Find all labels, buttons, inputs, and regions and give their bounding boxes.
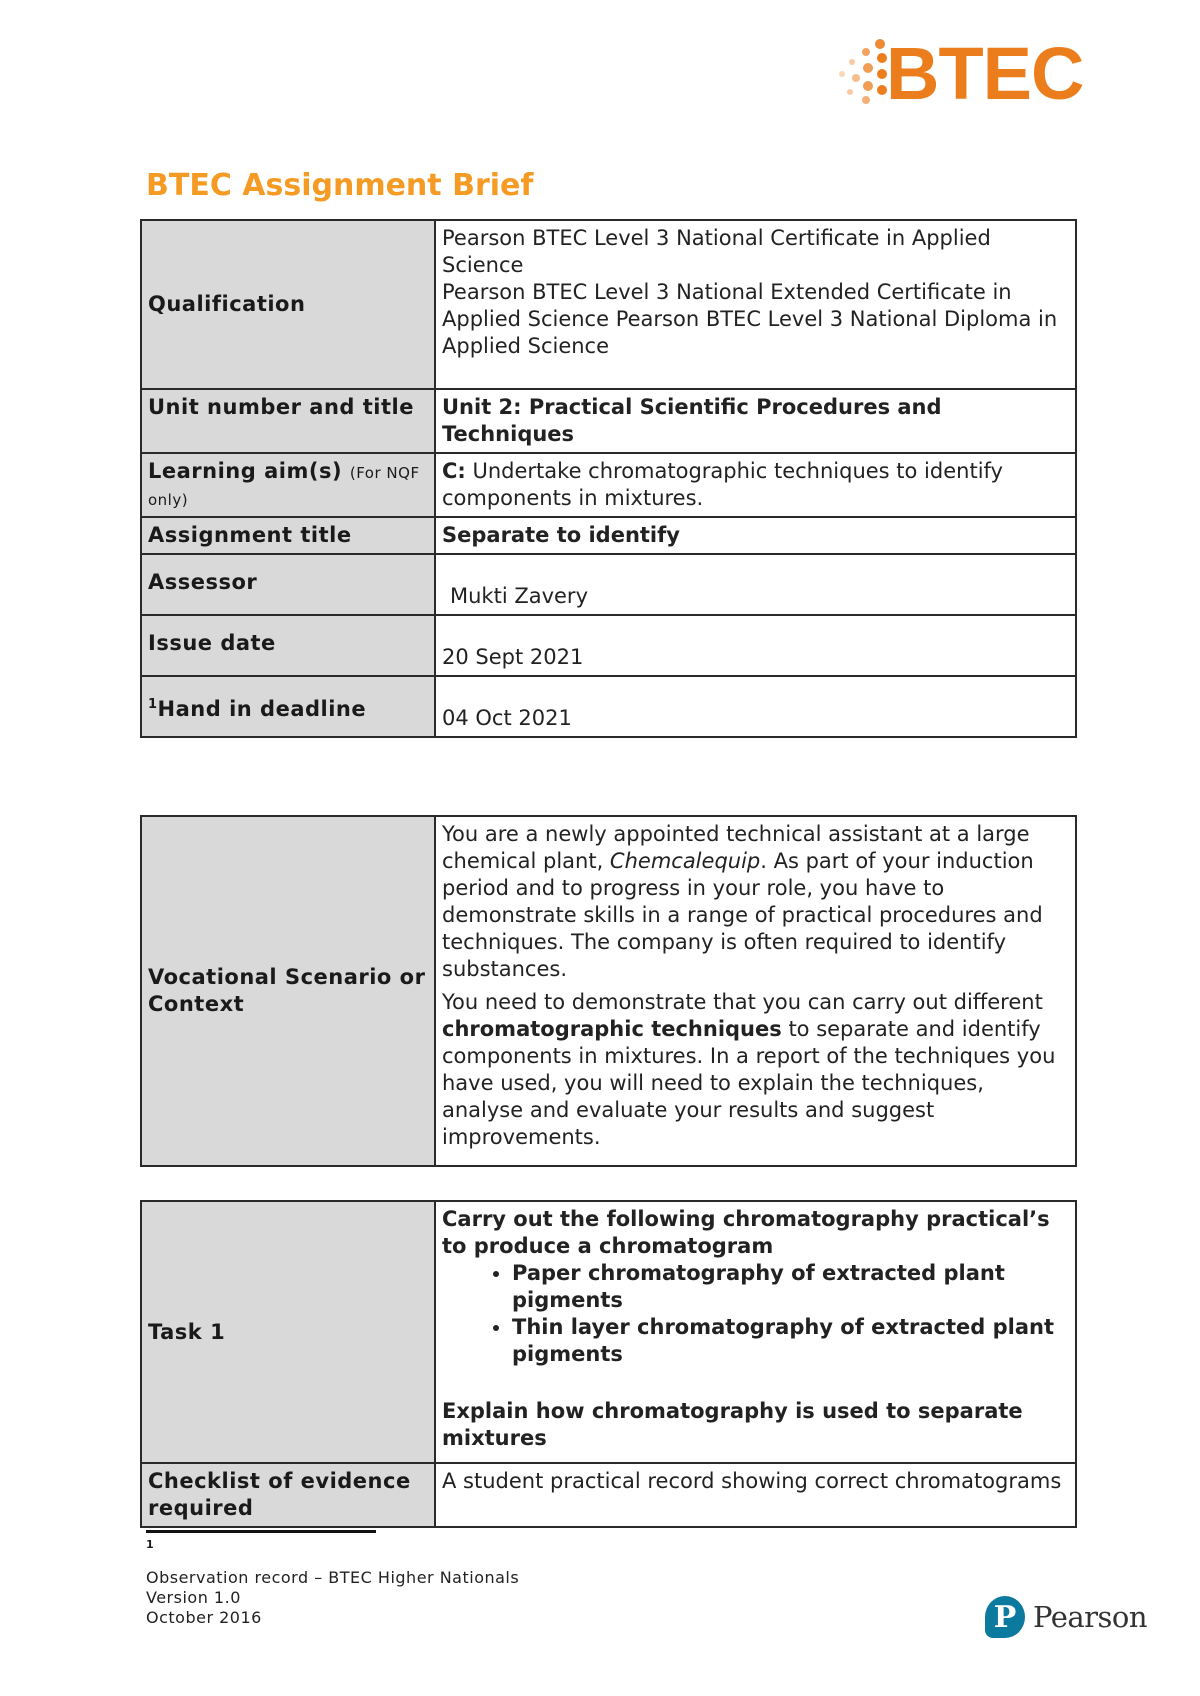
pearson-logo	[985, 1592, 1147, 1642]
list-item: • Paper chromatography of extracted plant pigments	[512, 1260, 1069, 1314]
table-row-scenario	[141, 816, 1076, 1166]
qualification-value	[435, 220, 1076, 389]
pearson-p-icon: P	[985, 1596, 1025, 1638]
task-intro: Carry out the following chromatography practical’s to produce a chromatogram	[442, 1207, 1050, 1258]
scenario-table	[140, 815, 1077, 1167]
task-explain: Explain how chromatography is used to separate mixtures	[442, 1399, 1023, 1450]
list-item: • Thin layer chromatography of extracted plant pigments	[512, 1314, 1069, 1368]
assignment-info-table	[140, 219, 1077, 738]
assignment-title-label: Assignment title	[141, 517, 435, 554]
scenario-emphasis: chromatographic techniques	[442, 1017, 782, 1041]
learning-aim-label	[141, 453, 435, 517]
assessor-value	[435, 554, 1076, 615]
scenario-text: You need to demonstrate that you can carry out different	[442, 990, 1043, 1014]
table-row-unit	[141, 389, 1076, 453]
learning-aim-note: (For NQF only)	[148, 464, 420, 509]
page-footer	[146, 1568, 519, 1628]
unit-value: Unit 2: Practical Scientific Procedures and Techniques	[435, 389, 1076, 453]
pearson-logo-text: Pearson	[1033, 1600, 1148, 1634]
deadline-label-text: Hand in deadline	[157, 697, 367, 721]
learning-aim-label-text: Learning aim(s)	[148, 459, 343, 483]
learning-aim-text: Undertake chromatographic techniques to identify components in mixtures.	[442, 459, 1003, 510]
table-row-checklist	[141, 1463, 1076, 1527]
scenario-label: Vocational Scenario or Context	[141, 816, 435, 1166]
table-row-qualification	[141, 220, 1076, 389]
deadline-value: 04 Oct 2021	[435, 676, 1076, 737]
footer-version: Version 1.0	[146, 1588, 241, 1607]
assessor-label: Assessor	[141, 554, 435, 615]
task-label: Task 1	[141, 1201, 435, 1463]
issue-date-label: Issue date	[141, 615, 435, 676]
table-row-issue-date	[141, 615, 1076, 676]
scenario-paragraph-1	[442, 821, 1069, 983]
qualification-line: Pearson BTEC Level 3 National Certificate in Applied Science	[442, 226, 991, 277]
company-name: Chemcalequip	[609, 849, 761, 873]
footnote-marker: 1	[148, 697, 158, 712]
task-table	[140, 1200, 1077, 1528]
btec-logo-text: BTEC	[886, 32, 1084, 115]
learning-aim-prefix: C:	[442, 459, 466, 483]
table-row-deadline	[141, 676, 1076, 737]
task-bullet-list	[442, 1260, 1069, 1368]
table-row-assessor	[141, 554, 1076, 615]
deadline-label	[141, 676, 435, 737]
qualification-label: Qualification	[141, 220, 435, 389]
table-row-learning-aim	[141, 453, 1076, 517]
assignment-title-value: Separate to identify	[435, 517, 1076, 554]
scenario-value	[435, 816, 1076, 1166]
page-title: BTEC Assignment Brief	[146, 168, 534, 203]
scenario-text: . As part of your induction period and to progress in your role, you have to demonstrate skills in a range of practical procedures and techniques. The company is often required to identify substances.	[442, 849, 1043, 981]
assessor-name: Mukti Zavery	[450, 584, 588, 608]
table-row-assignment-title	[141, 517, 1076, 554]
table-row-task-1	[141, 1201, 1076, 1463]
footnote-divider	[146, 1530, 376, 1533]
qualification-line: Pearson BTEC Level 3 National Extended Certificate in Applied Science Pearson BTEC Level 3 National Diploma in Applied Science	[442, 280, 1058, 358]
scenario-text: You are a newly appointed technical assistant at a large chemical plant,	[442, 822, 1030, 873]
learning-aim-value	[435, 453, 1076, 517]
checklist-label: Checklist of evidence required	[141, 1463, 435, 1527]
checklist-value: A student practical record showing correct chromatograms	[435, 1463, 1076, 1527]
unit-label: Unit number and title	[141, 389, 435, 453]
btec-logo	[836, 34, 1086, 114]
scenario-text: to separate and identify components in mixtures. In a report of the techniques you have used, you will need to explain the techniques, analyse and evaluate your results and suggest improvements.	[442, 1017, 1056, 1149]
footer-date: October 2016	[146, 1608, 262, 1627]
footnote-number: 1	[146, 1538, 154, 1551]
task-value	[435, 1201, 1076, 1463]
footer-line: Observation record – BTEC Higher Nationals	[146, 1568, 520, 1587]
scenario-paragraph-2	[442, 989, 1069, 1151]
issue-date-value: 20 Sept 2021	[435, 615, 1076, 676]
